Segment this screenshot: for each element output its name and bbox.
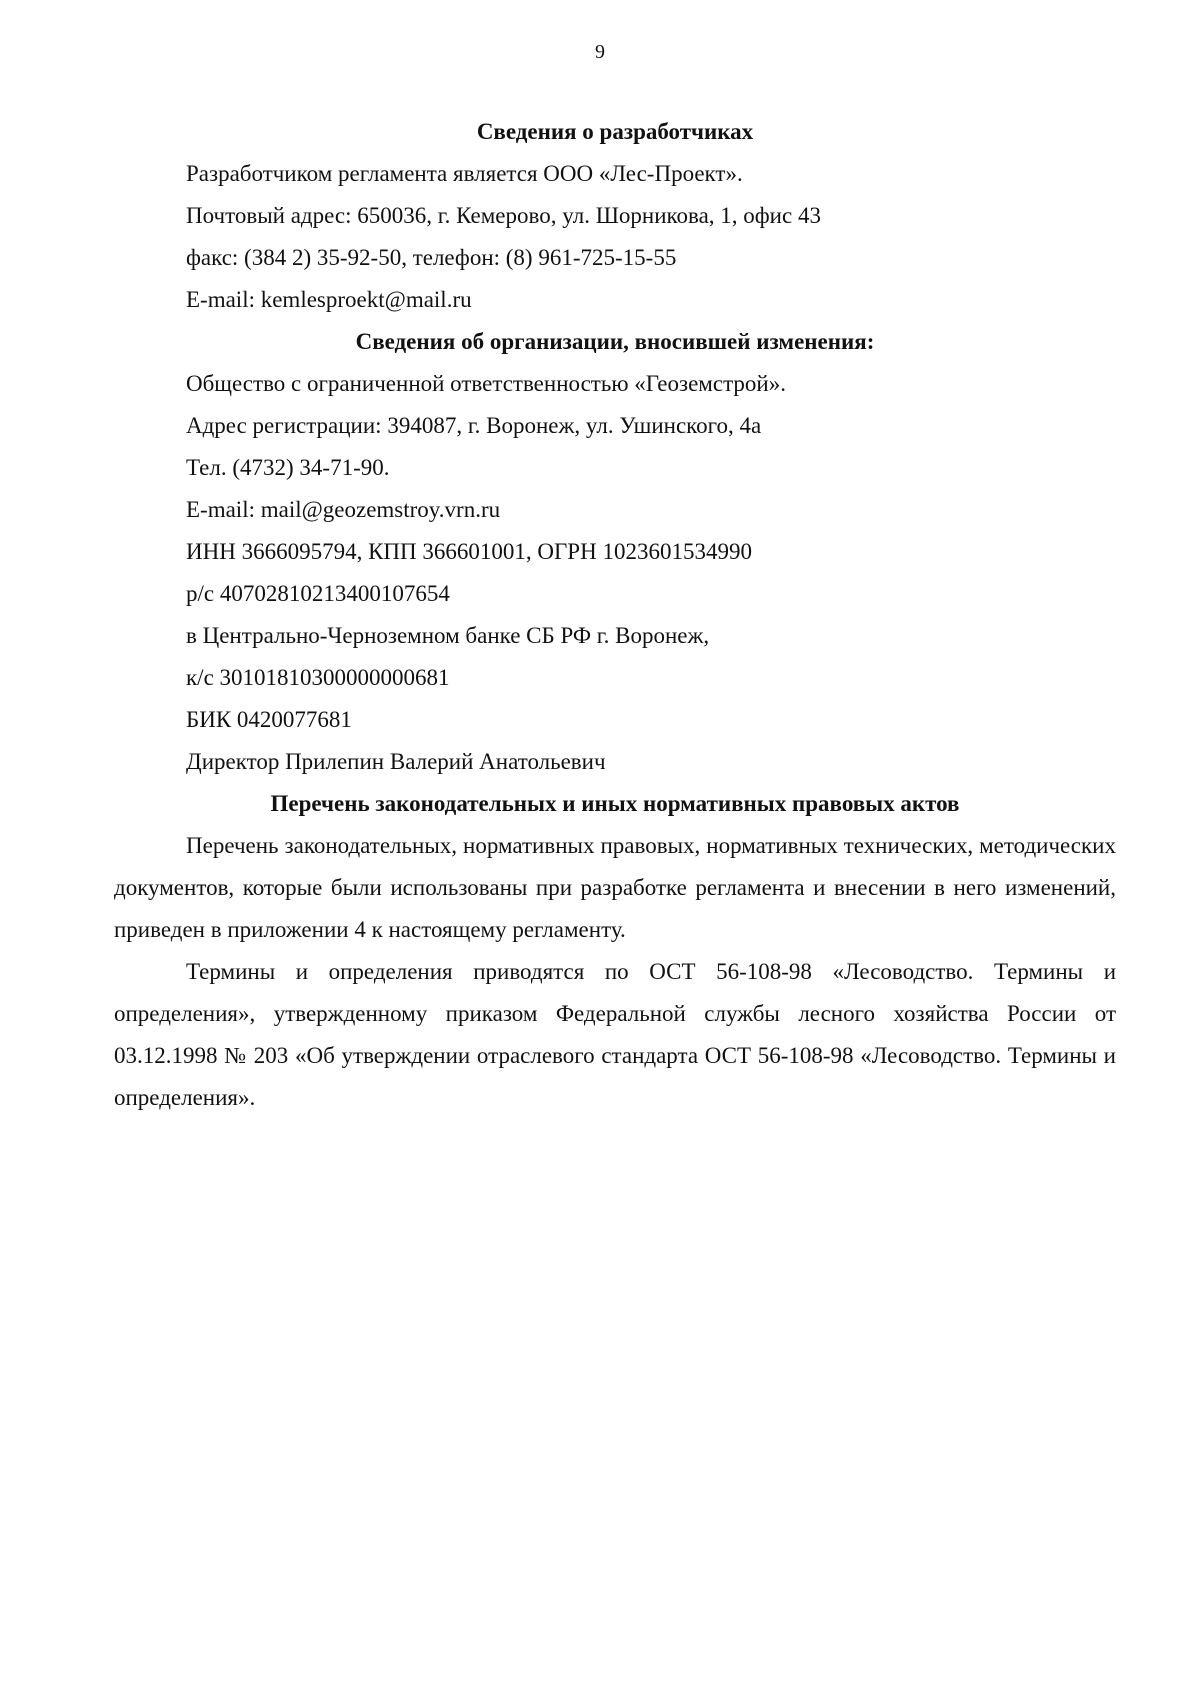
legal-acts-section	[114, 783, 1116, 1119]
developer-name-line: Разработчиком регламента является ООО «Лес-Проект».	[186, 161, 743, 186]
legal-acts-heading: Перечень законодательных и иных нормативных правовых актов	[270, 791, 960, 816]
page-content	[114, 111, 1116, 1119]
developer-email: E-mail: kemlesproekt@mail.ru	[186, 287, 472, 312]
developer-postal-address: Почтовый адрес: 650036, г. Кемерово, ул. Шорникова, 1, офис 43	[186, 203, 821, 228]
developers-section	[114, 111, 1116, 321]
organization-director: Директор Прилепин Валерий Анатольевич	[186, 749, 606, 774]
organization-email: E-mail: mail@geozemstroy.vrn.ru	[186, 497, 501, 522]
organization-section	[114, 321, 1116, 783]
page-number: 9	[595, 41, 605, 63]
organization-correspondent-account: к/с 30101810300000000681	[186, 665, 450, 690]
terms-definitions-paragraph: Термины и определения приводятся по ОСТ 56-108-98 «Лесоводство. Термины и определения», утвержденному приказом Федеральной службы лесного хозяйства России от 03.12.1998 № 203 «Об утверждении отраслевого стандарта ОСТ 56-108-98 «Лесоводство. Термины и определения».	[114, 959, 1116, 1110]
organization-settlement-account: р/с 40702810213400107654	[186, 581, 450, 606]
developer-phone-fax: факс: (384 2) 35-92-50, телефон: (8) 961-725-15-55	[186, 245, 677, 270]
organization-tax-ids: ИНН 3666095794, КПП 366601001, ОГРН 1023601534990	[186, 539, 752, 564]
developers-heading: Сведения о разработчиках	[476, 119, 754, 144]
legal-acts-paragraph: Перечень законодательных, нормативных правовых, нормативных технических, методических документов, которые были использованы при разработке регламента и внесении в него изменений, приведен в приложении 4 к настоящему регламенту.	[114, 833, 1116, 942]
organization-address: Адрес регистрации: 394087, г. Воронеж, ул. Ушинского, 4а	[186, 413, 762, 438]
organization-bank: в Центрально-Черноземном банке СБ РФ г. Воронеж,	[186, 623, 710, 648]
organization-phone: Тел. (4732) 34-71-90.	[186, 455, 390, 480]
organization-heading: Сведения об организации, вносившей изменения:	[355, 329, 875, 354]
organization-name: Общество с ограниченной ответственностью «Геоземстрой».	[186, 371, 786, 396]
organization-bik: БИК 0420077681	[186, 707, 352, 732]
